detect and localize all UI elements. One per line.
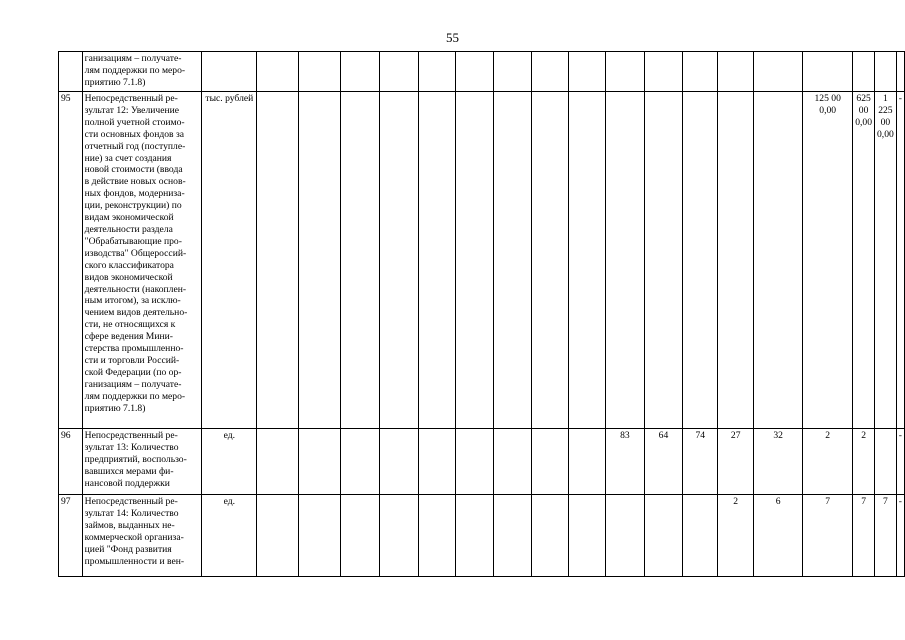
value-cell [257, 429, 299, 495]
value-cell [718, 92, 754, 429]
unit-cell: ед. [202, 429, 257, 495]
value-cell [418, 92, 455, 429]
value-cell [644, 92, 683, 429]
value-cell [456, 52, 494, 92]
value-cell [340, 495, 379, 577]
value-cell: 83 [606, 429, 645, 495]
value-cell [298, 52, 340, 92]
indicator-name-line: ние) за счет создания [84, 152, 172, 164]
indicator-name [82, 495, 202, 577]
row-number [59, 52, 83, 92]
unit-cell [202, 52, 257, 92]
value-cell [644, 495, 683, 577]
indicator-name-line: зультат 14: Количество [84, 507, 179, 519]
value-cell: 2 [853, 429, 875, 495]
value-cell [418, 495, 455, 577]
value-cell [606, 52, 645, 92]
indicator-name-line: займов, выданных не- [84, 519, 175, 531]
value-cell [379, 429, 418, 495]
indicator-name-line: Непосредственный ре- [84, 496, 178, 507]
indicator-name-line: ции, реконструкции) по [84, 200, 182, 212]
value-cell [257, 92, 299, 429]
value-cell [340, 52, 379, 92]
value-cell [340, 92, 379, 429]
indicator-name-line: Непосредственный ре- [84, 93, 178, 104]
indicator-name-line: лям поддержки по меро- [84, 390, 186, 402]
indicator-name-line: промышленности и вен- [84, 555, 185, 567]
indicator-name-line: предприятий, воспользо- [84, 453, 187, 465]
value-cell [456, 429, 494, 495]
value-cell [683, 52, 718, 92]
value-cell: 2 [718, 495, 754, 577]
indicator-name-line: видам экономической [84, 212, 174, 224]
indicator-name [82, 52, 202, 92]
table-row [59, 92, 905, 429]
value-cell [683, 92, 718, 429]
value-cell [754, 52, 803, 92]
page-number: 55 [446, 30, 459, 45]
indicator-name-line: деятельности раздела [84, 223, 173, 235]
indicator-name-line: сти основных фондов за [84, 128, 184, 140]
value-cell: 64 [644, 429, 683, 495]
value-cell [340, 429, 379, 495]
indicator-name-line: видов экономической [84, 271, 173, 283]
value-cell [494, 92, 531, 429]
unit-cell: тыс. рублей [202, 92, 257, 429]
indicator-name-line: коммерческой организа- [84, 531, 184, 543]
value-cell [531, 92, 568, 429]
row-number: 97 [59, 495, 83, 577]
indicator-name-line: зультат 12: Увеличение [84, 104, 179, 116]
unit-cell: ед. [202, 495, 257, 577]
value-cell [418, 429, 455, 495]
indicator-name-line: стерства промышленно- [84, 343, 184, 355]
indicator-name-line: полной учетной стоимо- [84, 116, 185, 128]
value-cell [494, 495, 531, 577]
note-cell: - [896, 429, 904, 495]
value-cell: 7 [875, 495, 897, 577]
value-cell [683, 495, 718, 577]
indicator-name-line: ской Федерации (по ор- [84, 366, 182, 378]
table-row [59, 52, 905, 92]
row-number: 95 [59, 92, 83, 429]
indicator-name-line: изводства" Общероссий- [84, 247, 187, 259]
indicator-name-line: в действие новых основ- [84, 176, 186, 188]
value-cell [298, 495, 340, 577]
indicator-name [82, 92, 202, 429]
value-cell [494, 429, 531, 495]
table-row [59, 429, 905, 495]
value-cell [418, 52, 455, 92]
indicator-name-line: ского классификатора [84, 259, 174, 271]
value-cell: 74 [683, 429, 718, 495]
value-cell [379, 92, 418, 429]
table-row [59, 495, 905, 577]
value-cell [568, 52, 605, 92]
value-cell [568, 495, 605, 577]
indicator-name-line: ных фондов, модерниза- [84, 188, 185, 200]
indicator-name-line: новой стоимости (ввода [84, 164, 183, 176]
value-cell [803, 52, 853, 92]
value-cell [379, 52, 418, 92]
value-cell [853, 52, 875, 92]
value-cell [644, 52, 683, 92]
value-cell [718, 52, 754, 92]
value-cell [531, 429, 568, 495]
value-cell [531, 495, 568, 577]
row-number: 96 [59, 429, 83, 495]
value-cell [494, 52, 531, 92]
indicator-name-line: ганизациям – получате- [84, 53, 182, 64]
value-cell [456, 92, 494, 429]
value-cell [379, 495, 418, 577]
indicator-name-line: лям поддержки по меро- [84, 64, 186, 76]
indicator-name-line: отчетный год (поступле- [84, 140, 186, 152]
indicators-table [58, 51, 905, 577]
indicator-name-line: "Обрабатывающие про- [84, 235, 182, 247]
value-cell: 27 [718, 429, 754, 495]
indicator-name-line: цией "Фонд развития [84, 543, 172, 555]
value-cell: 2 [803, 429, 853, 495]
value-cell [531, 52, 568, 92]
indicator-name-line: приятию 7.1.8) [84, 402, 146, 414]
indicator-name-line: деятельности (накоплен- [84, 283, 187, 295]
value-cell: 6 [754, 495, 803, 577]
value-cell [456, 495, 494, 577]
value-cell [257, 495, 299, 577]
note-cell: - [896, 92, 904, 429]
value-cell [298, 92, 340, 429]
value-cell [606, 92, 645, 429]
value-cell [875, 52, 897, 92]
indicator-name-line: приятию 7.1.8) [84, 76, 146, 88]
value-cell: 625 00 0,00 [853, 92, 875, 429]
value-cell [568, 429, 605, 495]
indicator-name-line: Непосредственный ре- [84, 430, 178, 441]
indicator-name-line: ным итогом), за исклю- [84, 295, 181, 307]
value-cell [568, 92, 605, 429]
value-cell [875, 429, 897, 495]
indicator-name-line: чением видов деятельно- [84, 307, 188, 319]
note-cell [896, 52, 904, 92]
indicator-name [82, 429, 202, 495]
indicator-name-line: сти и торговли Россий- [84, 354, 180, 366]
indicator-name-line: вавшихся мерами фи- [84, 465, 174, 477]
value-cell [754, 92, 803, 429]
indicator-name-line: сфере ведения Мини- [84, 331, 173, 343]
value-cell [298, 429, 340, 495]
value-cell: 1 225 00 0,00 [875, 92, 897, 429]
indicator-name-line: нансовой поддержки [84, 477, 170, 489]
indicator-name-line: ганизациям – получате- [84, 378, 182, 390]
value-cell: 32 [754, 429, 803, 495]
indicator-name-line: сти, не относящихся к [84, 319, 176, 331]
indicator-name-line: зультат 13: Количество [84, 441, 179, 453]
value-cell: 7 [803, 495, 853, 577]
value-cell: 7 [853, 495, 875, 577]
note-cell: - [896, 495, 904, 577]
value-cell [606, 495, 645, 577]
value-cell [257, 52, 299, 92]
value-cell: 125 00 0,00 [803, 92, 853, 429]
